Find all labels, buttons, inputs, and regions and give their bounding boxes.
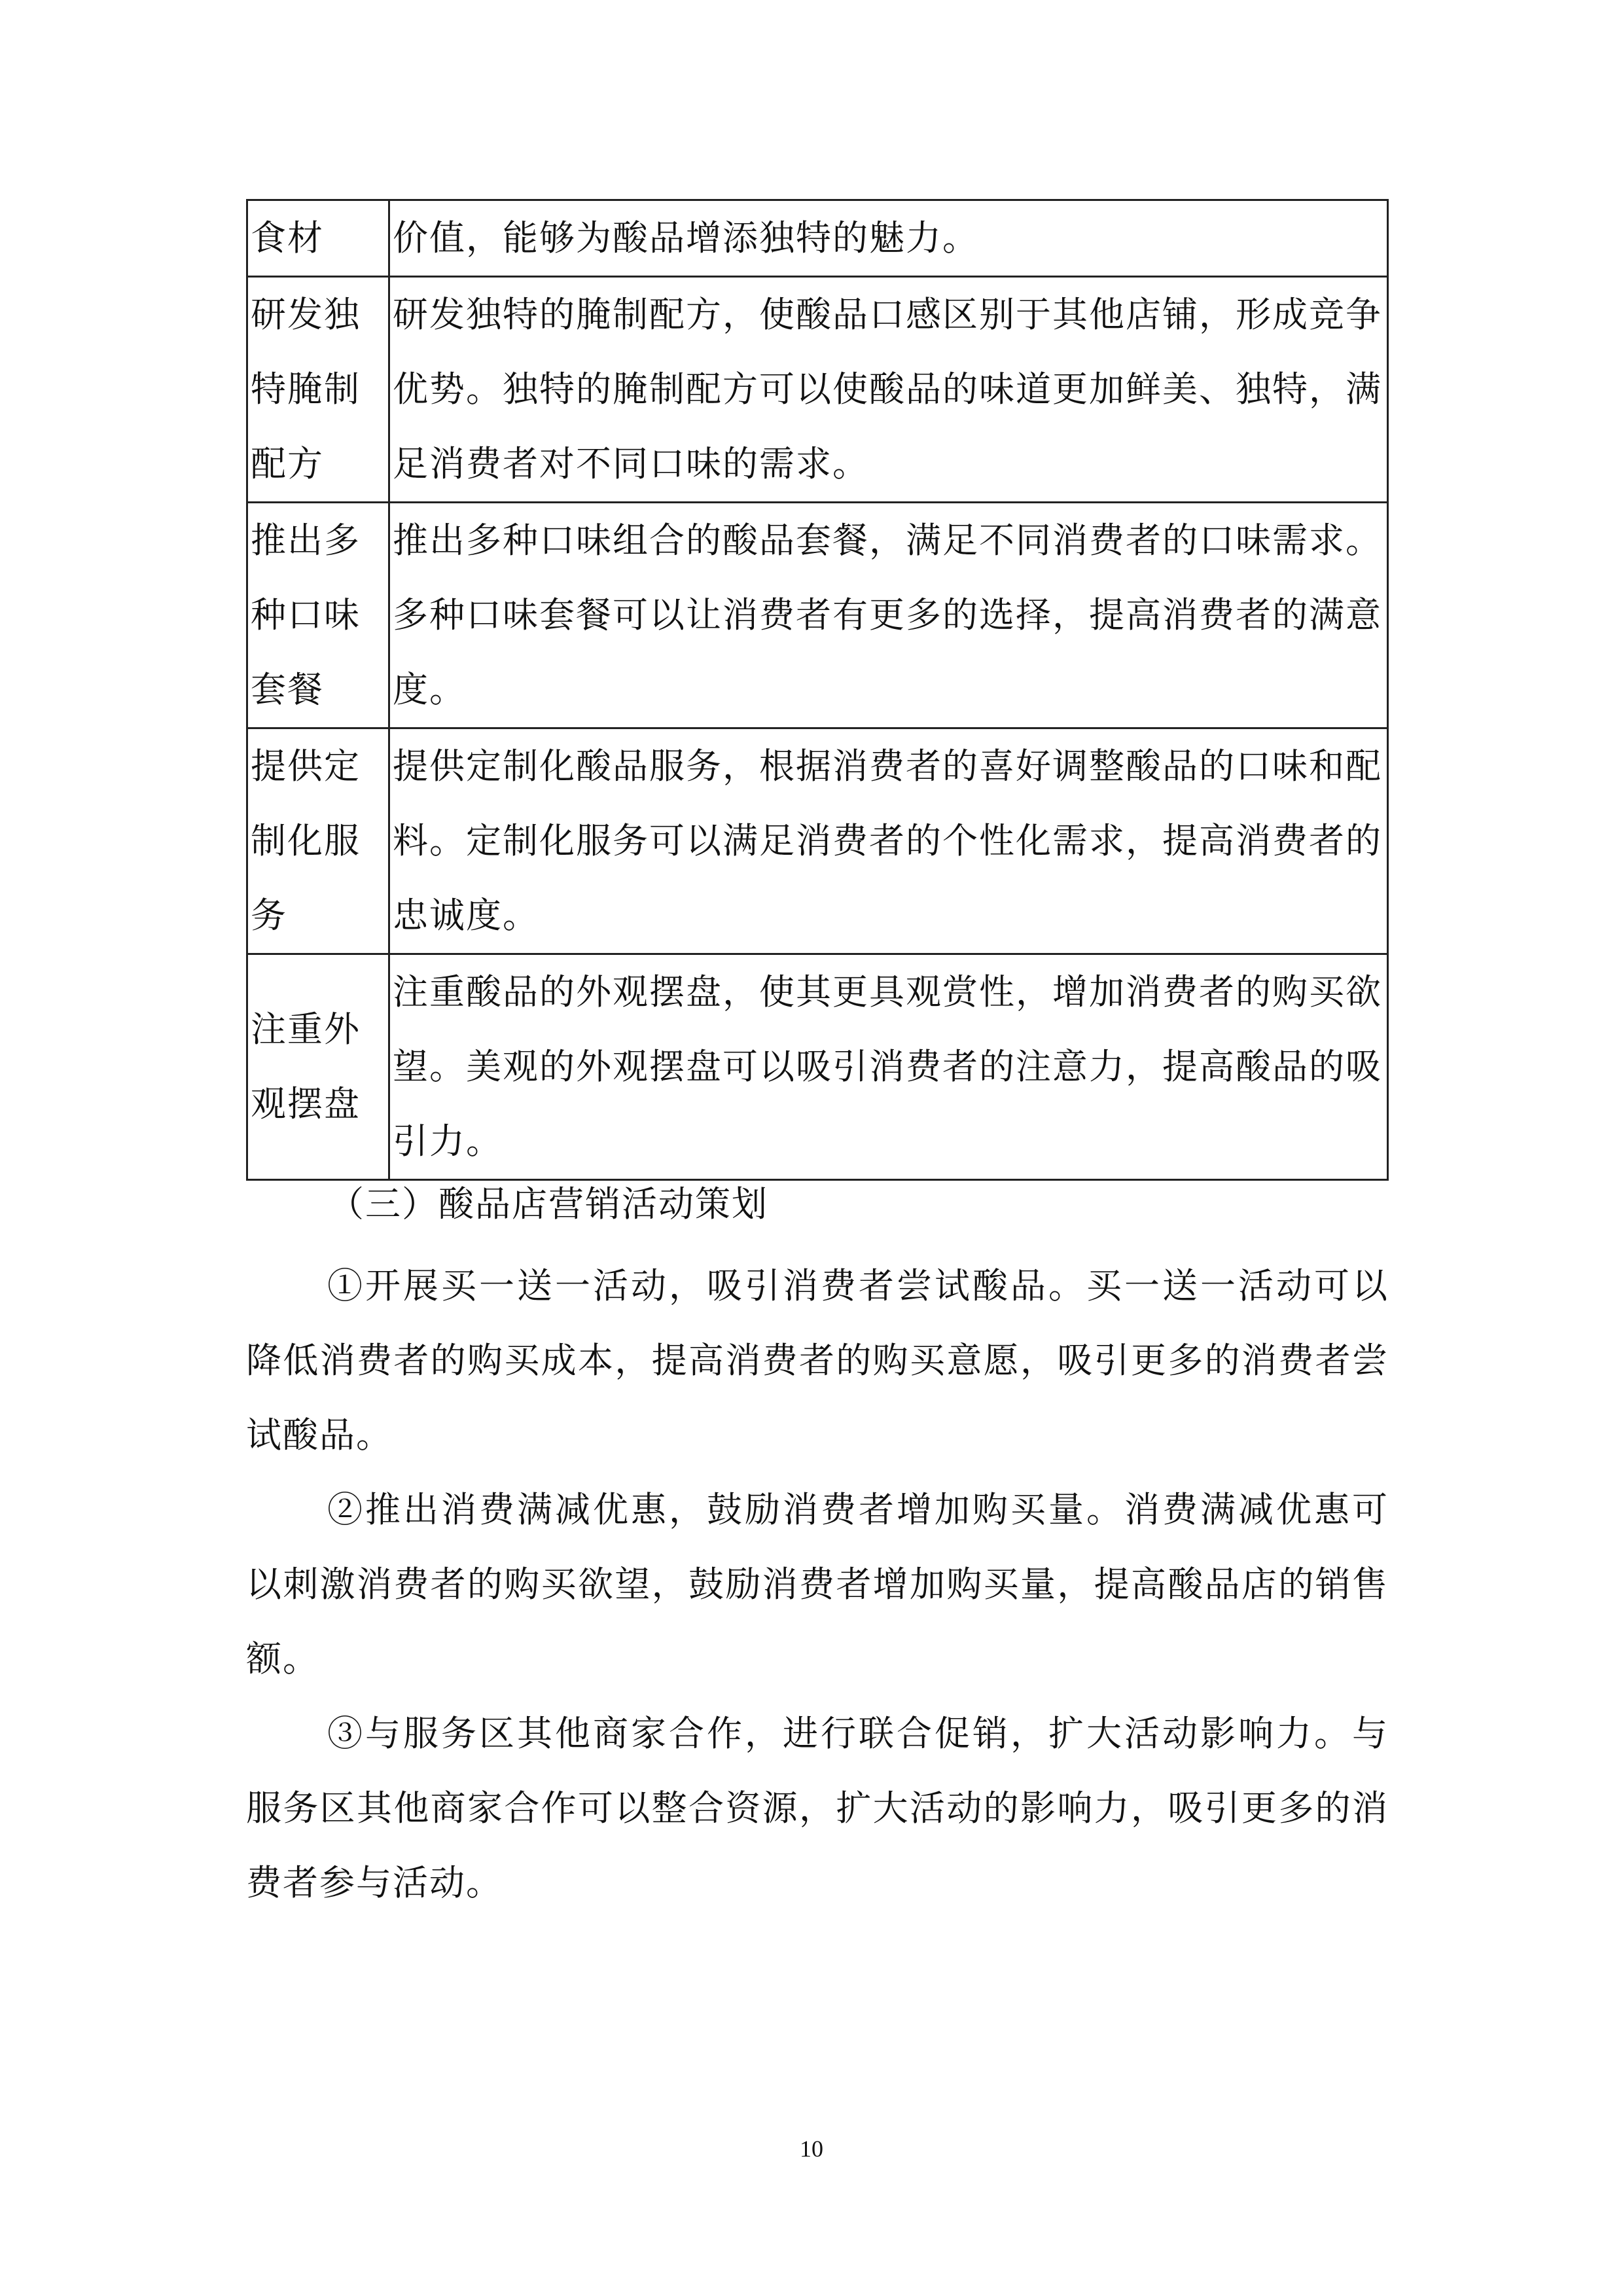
strategy-name-cell: 提供定制化服务 <box>247 728 389 954</box>
table-row <box>247 503 1388 728</box>
paragraph: ①开展买一送一活动，吸引消费者尝试酸品。买一送一活动可以降低消费者的购买成本，提高消费者的购买意愿，吸引更多的消费者尝试酸品。 <box>246 1265 1389 1456</box>
strategy-description-cell: 注重酸品的外观摆盘，使其更具观赏性，增加消费者的购买欲望。美观的外观摆盘可以吸引消费者的注意力，提高酸品的吸引力。 <box>389 954 1388 1180</box>
strategy-description-cell: 推出多种口味组合的酸品套餐，满足不同消费者的口味需求。多种口味套餐可以让消费者有更多的选择，提高消费者的满意度。 <box>389 503 1388 728</box>
strategy-name-cell: 注重外观摆盘 <box>247 954 389 1180</box>
paragraph: ③与服务区其他商家合作，进行联合促销，扩大活动影响力。与服务区其他商家合作可以整合资源，扩大活动的影响力，吸引更多的消费者参与活动。 <box>246 1713 1389 1903</box>
table-row <box>247 728 1388 954</box>
section-heading: （三）酸品店营销活动策划 <box>329 1183 768 1225</box>
strategy-description-cell: 研发独特的腌制配方，使酸品口感区别于其他店铺，形成竞争优势。独特的腌制配方可以使酸品的味道更加鲜美、独特，满足消费者对不同口味的需求。 <box>389 277 1388 503</box>
strategy-name-cell: 推出多种口味套餐 <box>247 503 389 728</box>
strategy-description-cell: 提供定制化酸品服务，根据消费者的喜好调整酸品的口味和配料。定制化服务可以满足消费者的个性化需求，提高消费者的忠诚度。 <box>389 728 1388 954</box>
strategy-name-cell: 食材 <box>247 200 389 277</box>
strategy-name-cell: 研发独特腌制配方 <box>247 277 389 503</box>
strategy-table <box>246 199 1389 1181</box>
table-row <box>247 200 1388 277</box>
table-row <box>247 277 1388 503</box>
table-row <box>247 954 1388 1180</box>
paragraph: ②推出消费满减优惠，鼓励消费者增加购买量。消费满减优惠可以刺激消费者的购买欲望，鼓励消费者增加购买量，提高酸品店的销售额。 <box>246 1489 1389 1679</box>
strategy-description-cell: 价值，能够为酸品增添独特的魅力。 <box>389 200 1388 277</box>
page-number: 10 <box>800 2136 823 2162</box>
